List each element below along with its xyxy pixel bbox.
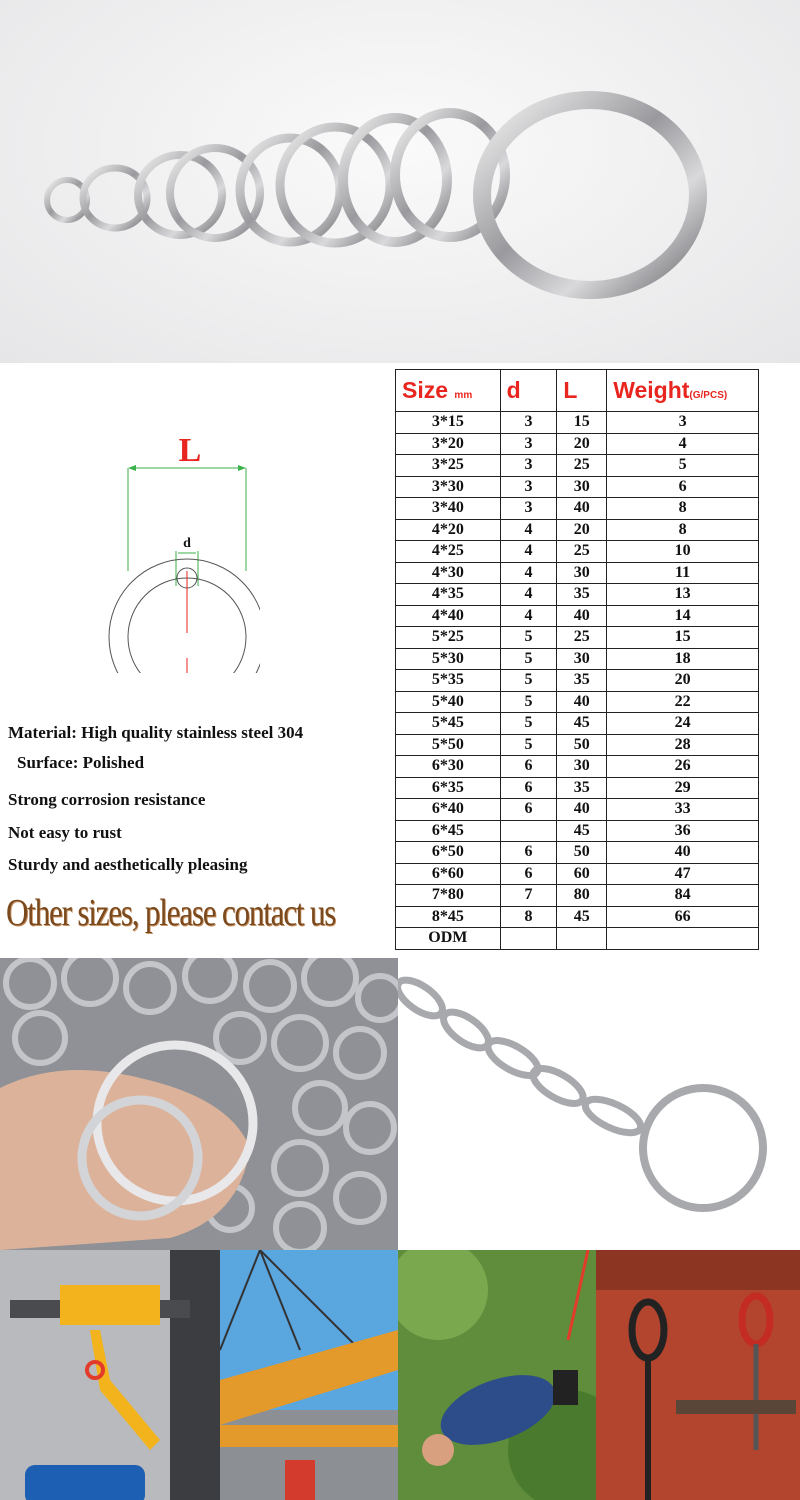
cell-weight: 29 bbox=[607, 777, 759, 799]
cell-d: 4 bbox=[500, 541, 557, 563]
size-table-row bbox=[396, 799, 759, 821]
size-table-row bbox=[396, 885, 759, 907]
feature-surface: Surface: Polished bbox=[17, 753, 145, 772]
cell-size: 4*20 bbox=[396, 519, 501, 541]
cell-L: 30 bbox=[557, 476, 607, 498]
cell-L: 45 bbox=[557, 820, 607, 842]
cell-size: 5*30 bbox=[396, 648, 501, 670]
cell-L: 40 bbox=[557, 691, 607, 713]
cell-weight: 10 bbox=[607, 541, 759, 563]
size-table-row bbox=[396, 455, 759, 477]
cell-size: 5*25 bbox=[396, 627, 501, 649]
photo-forklift-lifting bbox=[0, 1250, 220, 1500]
cell-L: 30 bbox=[557, 756, 607, 778]
cell-size: 6*35 bbox=[396, 777, 501, 799]
cell-L: 50 bbox=[557, 842, 607, 864]
cell-weight: 3 bbox=[607, 412, 759, 434]
cell-d: 3 bbox=[500, 498, 557, 520]
size-table-row bbox=[396, 928, 759, 950]
photo-bungee-jump bbox=[398, 1250, 596, 1500]
feature-rust: Not easy to rust bbox=[8, 823, 122, 842]
header-L: L bbox=[557, 370, 607, 412]
cell-d: 6 bbox=[500, 863, 557, 885]
cell-L: 40 bbox=[557, 498, 607, 520]
label-d: d bbox=[183, 536, 191, 551]
cell-d: 5 bbox=[500, 734, 557, 756]
header-size: Size mm bbox=[396, 370, 501, 412]
photo-rigging-chains bbox=[596, 1250, 800, 1500]
ring-dimension-diagram bbox=[100, 423, 260, 673]
cell-weight: 11 bbox=[607, 562, 759, 584]
cell-L: 30 bbox=[557, 562, 607, 584]
cell-weight: 18 bbox=[607, 648, 759, 670]
hand-holding-rings-icon bbox=[0, 958, 398, 1250]
cell-L: 45 bbox=[557, 906, 607, 928]
cell-size: 5*40 bbox=[396, 691, 501, 713]
cell-weight: 14 bbox=[607, 605, 759, 627]
cell-d: 6 bbox=[500, 777, 557, 799]
cell-weight: 8 bbox=[607, 519, 759, 541]
cell-size: 3*25 bbox=[396, 455, 501, 477]
size-table-row bbox=[396, 433, 759, 455]
size-table bbox=[395, 369, 759, 950]
cell-size: 5*45 bbox=[396, 713, 501, 735]
forklift-lifting-icon bbox=[0, 1250, 220, 1500]
other-sizes-note: Other sizes, please contact us bbox=[6, 892, 336, 934]
size-table-row bbox=[396, 605, 759, 627]
cell-L: 50 bbox=[557, 734, 607, 756]
cell-d: 8 bbox=[500, 906, 557, 928]
cell-weight: 13 bbox=[607, 584, 759, 606]
size-table-row bbox=[396, 648, 759, 670]
cell-d: 4 bbox=[500, 584, 557, 606]
cell-d: 3 bbox=[500, 412, 557, 434]
cell-weight: 47 bbox=[607, 863, 759, 885]
cell-size: 3*40 bbox=[396, 498, 501, 520]
cell-d: 3 bbox=[500, 455, 557, 477]
cell-L: 25 bbox=[557, 541, 607, 563]
cell-weight bbox=[607, 928, 759, 950]
photo-hand-holding-rings bbox=[0, 958, 398, 1250]
size-table-row bbox=[396, 476, 759, 498]
size-table-row bbox=[396, 412, 759, 434]
cell-size: 4*25 bbox=[396, 541, 501, 563]
cell-size: 8*45 bbox=[396, 906, 501, 928]
size-table-row bbox=[396, 541, 759, 563]
size-table-row bbox=[396, 584, 759, 606]
cell-size: 4*35 bbox=[396, 584, 501, 606]
size-table-row bbox=[396, 734, 759, 756]
cell-L: 40 bbox=[557, 605, 607, 627]
cell-size: 4*40 bbox=[396, 605, 501, 627]
cell-d: 5 bbox=[500, 713, 557, 735]
cell-weight: 84 bbox=[607, 885, 759, 907]
feature-sturdy: Sturdy and aesthetically pleasing bbox=[8, 855, 248, 874]
photo-crane-lifting bbox=[220, 1250, 398, 1500]
size-table-row bbox=[396, 713, 759, 735]
header-d: d bbox=[500, 370, 557, 412]
size-table-row bbox=[396, 756, 759, 778]
header-weight: Weight(G/PCS) bbox=[607, 370, 759, 412]
cell-size: 5*50 bbox=[396, 734, 501, 756]
photo-chain-with-ring bbox=[398, 958, 800, 1250]
cell-size: 3*20 bbox=[396, 433, 501, 455]
cell-L: 20 bbox=[557, 519, 607, 541]
cell-d: 5 bbox=[500, 648, 557, 670]
size-table-row bbox=[396, 777, 759, 799]
cell-size: ODM bbox=[396, 928, 501, 950]
cell-L: 45 bbox=[557, 713, 607, 735]
cell-d: 6 bbox=[500, 799, 557, 821]
cell-d: 5 bbox=[500, 627, 557, 649]
ring-set-icon bbox=[0, 0, 800, 363]
cell-L: 60 bbox=[557, 863, 607, 885]
cell-d: 6 bbox=[500, 756, 557, 778]
cell-d: 7 bbox=[500, 885, 557, 907]
cell-size: 5*35 bbox=[396, 670, 501, 692]
cell-L: 15 bbox=[557, 412, 607, 434]
cell-L: 30 bbox=[557, 648, 607, 670]
cell-weight: 36 bbox=[607, 820, 759, 842]
size-table-row bbox=[396, 498, 759, 520]
size-table-row bbox=[396, 863, 759, 885]
cell-weight: 15 bbox=[607, 627, 759, 649]
size-table-row bbox=[396, 519, 759, 541]
cell-d: 4 bbox=[500, 562, 557, 584]
size-table-row bbox=[396, 562, 759, 584]
size-table-row bbox=[396, 842, 759, 864]
cell-weight: 4 bbox=[607, 433, 759, 455]
size-table-header bbox=[396, 370, 759, 412]
cell-weight: 28 bbox=[607, 734, 759, 756]
cell-d bbox=[500, 820, 557, 842]
cell-weight: 66 bbox=[607, 906, 759, 928]
cell-d: 3 bbox=[500, 433, 557, 455]
cell-L: 35 bbox=[557, 584, 607, 606]
cell-L: 25 bbox=[557, 455, 607, 477]
cell-d: 6 bbox=[500, 842, 557, 864]
cell-d: 5 bbox=[500, 670, 557, 692]
cell-size: 3*30 bbox=[396, 476, 501, 498]
cell-weight: 8 bbox=[607, 498, 759, 520]
cell-size: 6*40 bbox=[396, 799, 501, 821]
cell-weight: 5 bbox=[607, 455, 759, 477]
cell-d: 4 bbox=[500, 519, 557, 541]
cell-d bbox=[500, 928, 557, 950]
cell-size: 6*45 bbox=[396, 820, 501, 842]
cell-weight: 40 bbox=[607, 842, 759, 864]
feature-corrosion: Strong corrosion resistance bbox=[8, 790, 206, 809]
cell-d: 4 bbox=[500, 605, 557, 627]
cell-size: 7*80 bbox=[396, 885, 501, 907]
crane-lifting-icon bbox=[220, 1250, 398, 1500]
cell-L: 20 bbox=[557, 433, 607, 455]
cell-L: 40 bbox=[557, 799, 607, 821]
size-table-row bbox=[396, 906, 759, 928]
bungee-jump-icon bbox=[398, 1250, 596, 1500]
spec-section bbox=[0, 363, 800, 958]
label-L: L bbox=[178, 432, 202, 469]
cell-L: 80 bbox=[557, 885, 607, 907]
hero-product-photo bbox=[0, 0, 800, 363]
size-table-row bbox=[396, 670, 759, 692]
cell-L bbox=[557, 928, 607, 950]
cell-size: 4*30 bbox=[396, 562, 501, 584]
cell-L: 35 bbox=[557, 777, 607, 799]
cell-L: 25 bbox=[557, 627, 607, 649]
cell-weight: 24 bbox=[607, 713, 759, 735]
cell-size: 6*50 bbox=[396, 842, 501, 864]
cell-weight: 20 bbox=[607, 670, 759, 692]
cell-weight: 22 bbox=[607, 691, 759, 713]
chain-with-ring-icon bbox=[398, 958, 800, 1250]
cell-size: 3*15 bbox=[396, 412, 501, 434]
size-table-row bbox=[396, 627, 759, 649]
cell-weight: 26 bbox=[607, 756, 759, 778]
cell-size: 6*60 bbox=[396, 863, 501, 885]
cell-d: 3 bbox=[500, 476, 557, 498]
size-table-row bbox=[396, 820, 759, 842]
cell-d: 5 bbox=[500, 691, 557, 713]
cell-L: 35 bbox=[557, 670, 607, 692]
feature-material: Material: High quality stainless steel 304 bbox=[8, 723, 304, 742]
cell-size: 6*30 bbox=[396, 756, 501, 778]
size-table-row bbox=[396, 691, 759, 713]
cell-weight: 33 bbox=[607, 799, 759, 821]
rigging-chains-icon bbox=[596, 1250, 800, 1500]
cell-weight: 6 bbox=[607, 476, 759, 498]
